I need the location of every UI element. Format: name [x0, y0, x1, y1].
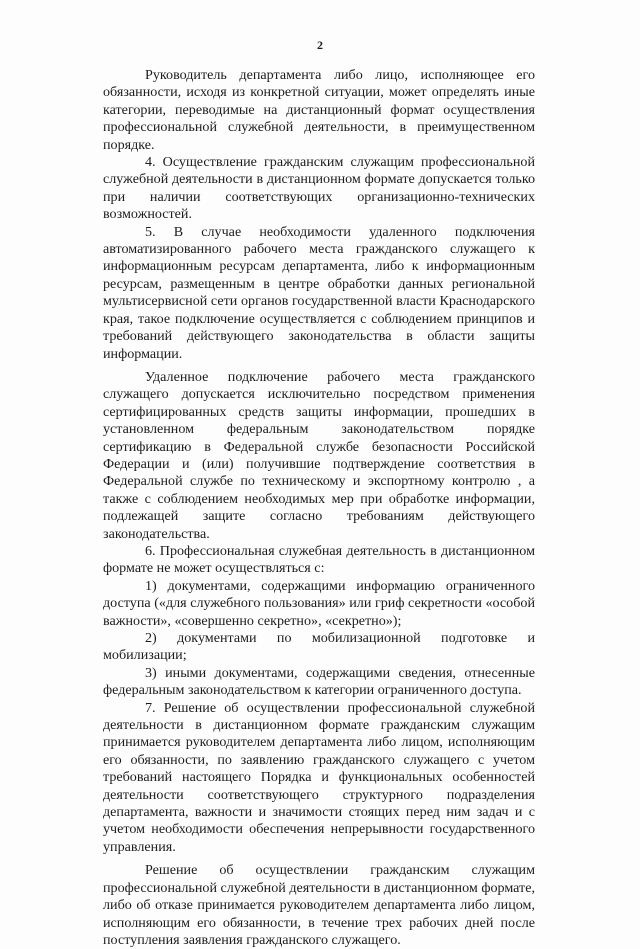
- paragraph-categories: Руководитель департамента либо лицо, исполняющее его обязанности, исходя из конкретной ситуации, может определять иные категории, переводимые на дистанционный формат осуществления профессиональной служебной деятельности, в преимущественном порядке.: [103, 67, 535, 153]
- paragraph-remote-connection: Удаленное подключение рабочего места гражданского служащего допускается исключительно посредством применения сертифицированных средств защиты информации, прошедших в установленном федеральным законодательством порядке сертификацию в Федеральной службе безопасности Российской Федерации и (или) получившие подтверждение соответствия в Федеральной службе по техническому и экспортному контролю , а также с соблюдением необходимых мер при обработке информации, подлежащей защите согласно требованиям действующего законодательства.: [103, 368, 535, 542]
- page-number: 2: [317, 38, 323, 52]
- list-item-1: 1) документами, содержащими информацию ограниченного доступа («для служебного пользования» или гриф секретности «особой важности», «совершенно секретно», «секретно»);: [103, 577, 535, 629]
- paragraph-decision: Решение об осуществлении гражданским служащим профессиональной служебной деятельности в дистанционном формате, либо об отказе принимается руководителем департамента либо лицом, исполняющим его обязанности, в течение трех рабочих дней после поступления заявления гражданского служащего.: [103, 862, 535, 948]
- paragraph-6: 6. Профессиональная служебная деятельность в дистанционном формате не может осуществляться с:: [103, 542, 535, 577]
- paragraph-4: 4. Осуществление гражданским служащим профессиональной служебной деятельности в дистанционном формате допускается только при наличии соответствующих организационно-технических возможностей.: [103, 154, 535, 223]
- paragraph-5: 5. В случае необходимости удаленного подключения автоматизированного рабочего места гражданского служащего к информационным ресурсам департамента, либо к информационным ресурсам, размещенным в центре обработки данных региональной мультисервисной сети органов государственной власти Краснодарского края, такое подключение осуществляется с соблюдением принципов и требований действующего законодательства в области защиты информации.: [103, 223, 535, 362]
- list-item-3: 3) иными документами, содержащими сведения, отнесенные федеральным законодательством к категории ограниченного доступа.: [103, 664, 535, 699]
- list-item-2: 2) документами по мобилизационной подготовке и мобилизации;: [103, 630, 535, 664]
- document-body: [103, 67, 535, 949]
- paragraph-7: 7. Решение об осуществлении профессиональной служебной деятельности в дистанционном формате гражданским служащим принимается руководителем департамента либо лицом, исполняющим его обязанности, по заявлению гражданского служащего с учетом требований настоящего Порядка и функциональных особенностей деятельности соответствующего структурного подразделения департамента, важности и значимости стоящих перед ним задач и с учетом необходимости обеспечения непрерывности государственного управления.: [103, 699, 535, 855]
